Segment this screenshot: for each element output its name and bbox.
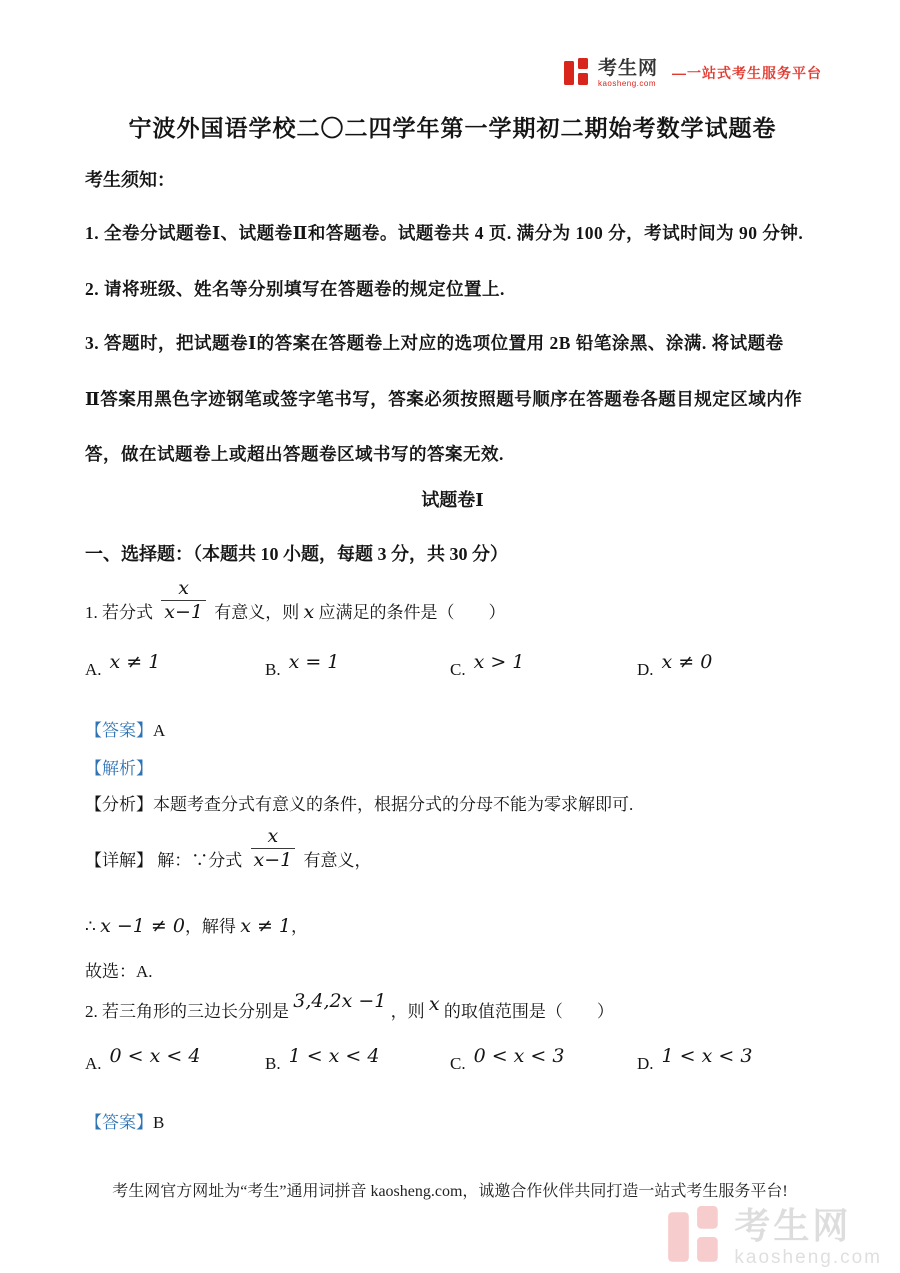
q2-option-c-math: 0 < x < 3 [473,1045,565,1067]
q1-detail-fraction-numerator: x [267,825,279,847]
q2-option-a-math: 0 < x < 4 [109,1045,201,1067]
q1-detail-label: 【详解】 [85,850,153,870]
q2-option-c [450,1045,637,1074]
q2-option-d-label: D. [637,1054,654,1073]
q1-detail-fraction [251,826,296,871]
q1-explanation-label [85,754,820,779]
notice-item-2: 2. 请将班级、姓名等分别填写在答题卷的规定位置上. [85,279,505,299]
q2-option-a [85,1045,265,1074]
q2-option-b-label: B. [265,1054,281,1073]
q1-stem-prefix: 1. 若分式 [85,602,153,622]
q1-option-d [637,651,820,680]
q1-analysis-row [85,790,820,815]
brand-domain: kaosheng.com [597,78,657,88]
question-2-options [85,1045,820,1074]
q2-stem-prefix: 2. 若三角形的三边长分别是 [85,1002,289,1021]
q1-answer-row [85,716,820,741]
q1-step-math-1: x −1 ≠ 0 [100,915,185,937]
q1-fraction-denominator: x−1 [161,600,206,623]
q1-option-d-math: x ≠ 0 [661,651,713,673]
q2-option-c-label: C. [450,1054,466,1073]
q2-option-a-label: A. [85,1054,102,1073]
q2-answer-label: 【答案】 [85,1113,153,1132]
notice-item-3-line-3: 答，做在试题卷上或超出答题卷区域书写的答案无效. [85,444,504,464]
q1-option-a [85,651,265,680]
q1-option-c [450,651,637,680]
q1-option-c-label: C. [450,660,466,679]
q1-step-tail: ， [291,917,308,936]
q1-fraction [161,578,206,623]
notice-item-1: 1. 全卷分试题卷Ⅰ、试题卷Ⅱ和答题卷。试题卷共 4 页. 满分为 100 分，考试时间为 90 分钟. [85,223,804,243]
question-1-options [85,651,820,680]
q1-stem-mid: 有意义，则 [214,602,300,622]
q1-conclusion-answer: A. [136,962,153,981]
q1-conclusion-prefix: 故选： [85,962,136,981]
q2-option-d-math: 1 < x < 3 [661,1045,753,1067]
notice-item-3-line-1: 3. 答题时，把试题卷Ⅰ的答案在答题卷上对应的选项位置用 2B 铅笔涂黑、涂满. 将试题卷 [85,333,784,353]
kaosheng-logo-icon [564,58,590,88]
question-1-stem [85,578,820,623]
q1-option-d-label: D. [637,660,654,679]
brand-wordmark [598,59,658,88]
q1-fraction-numerator: x [178,577,189,599]
watermark-wordmark [734,1204,882,1268]
notice-item-3-line-2: Ⅱ答案用黑色字迹钢笔或签字笔书写，答案必须按照题号顺序在答题卷各题目规定区域内作 [85,389,803,409]
q1-option-a-math: x ≠ 1 [109,651,161,673]
q1-explain-text: 【解析】 [85,759,153,778]
notice-heading: 考生须知： [85,170,175,190]
q1-option-b-math: x = 1 [288,651,340,673]
q1-step-row [85,912,820,937]
q1-option-b-label: B. [265,660,281,679]
q2-option-b [265,1045,450,1074]
q2-answer-row [85,1108,820,1133]
q1-conclusion-row [85,957,820,982]
q1-answer-value: A [153,721,166,740]
q1-stem-variable: x [303,600,315,623]
q2-answer-value: B [153,1113,165,1132]
section-heading: 一、选择题：（本题共 10 小题，每题 3 分，共 30 分） [85,544,508,564]
kaosheng-watermark-icon [666,1206,724,1268]
q2-stem-math: 3,4,2x −1 [293,990,387,1012]
q1-stem-suffix: 应满足的条件是（ ） [318,602,506,622]
q1-detail-fraction-denominator: x−1 [251,848,296,871]
q2-stem-variable: x [428,993,440,1015]
brand-tagline: —一站式考生服务平台 [672,65,822,81]
q1-detail-row [85,826,820,871]
q2-option-d [637,1045,820,1074]
page-title: 宁波外国语学校二〇二四学年第一学期初二期始考数学试题卷 [128,116,777,141]
q1-answer-label: 【答案】 [85,721,153,740]
q1-analysis-text: 本题考查分式有意义的条件，根据分式的分母不能为零求解即可. [153,795,634,814]
q1-detail-prefix: 解：∵分式 [157,850,243,870]
watermark-domain: kaosheng.com [734,1246,882,1268]
brand-name: 考生网 [597,57,658,79]
q2-option-b-math: 1 < x < 4 [288,1045,380,1067]
brand-header [564,58,822,88]
q2-stem-mid: ，则 [390,1002,425,1021]
q1-analysis-label: 【分析】 [85,795,153,814]
paper-1-heading: 试题卷Ⅰ [421,490,484,510]
q2-stem-suffix: 的取值范围是（ ） [443,1002,614,1021]
q1-option-b [265,651,450,680]
q1-detail-suffix: 有意义， [303,850,372,870]
q1-step-mid: ，解得 [184,917,236,936]
q1-option-a-label: A. [85,660,102,679]
q1-option-c-math: x > 1 [473,651,525,673]
footer-text: 考生网官方网址为“考生”通用词拼音 kaosheng.com，诚邀合作伙伴共同打造一站式考生服务平台! [112,1183,788,1200]
watermark [666,1206,882,1268]
watermark-name: 考生网 [734,1204,852,1246]
question-2-stem [85,990,820,1022]
therefore-symbol: ∴ [85,917,96,936]
q1-step-math-2: x ≠ 1 [240,915,291,937]
